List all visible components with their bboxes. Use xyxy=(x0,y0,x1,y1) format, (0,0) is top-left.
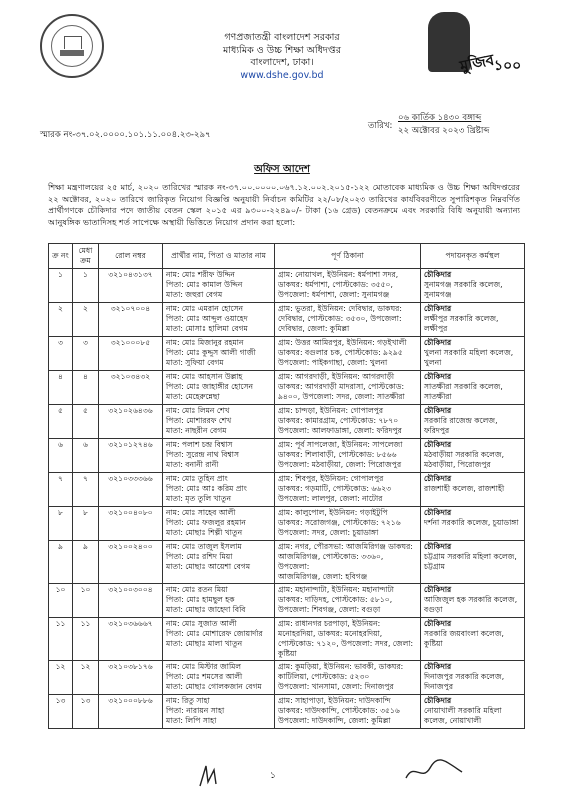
names-cell xyxy=(163,405,275,439)
name-line: মাতা: মৃত তুলি খাতুন xyxy=(166,494,231,503)
serial-cell: ১১ xyxy=(49,618,73,661)
date-label: তারিখ: xyxy=(368,121,393,131)
address-line: ডাকঘর: বগুলার চক, পোস্টকোড: ৯২৯৫ xyxy=(278,348,403,357)
name-line: নাম: মোঃ রতন মিয়া xyxy=(166,585,228,594)
memo-number: স্মারক নং-৩৭.০২.০০০০.১০১.১১.০০৪.২৩-২৯৭ xyxy=(40,130,211,140)
address-line: গ্রাম: শিবপুর, ইউনিয়ন: গোপালপুর xyxy=(278,474,384,483)
posting-cell xyxy=(421,269,525,303)
name-line: পিতা: মোঃ শমসের আলী xyxy=(166,672,243,681)
post-title: চৌকিদার xyxy=(424,619,452,628)
posting-cell xyxy=(421,541,525,584)
address-line: ডাকঘর: কামারগ্রাম, পোস্টকোড: ৭৮৭০ xyxy=(278,416,399,425)
name-line: মাতা: মোছাঃ মালা খাতুন xyxy=(166,639,243,648)
name-line: নাম: মোঃ শরীফ উদ্দিন xyxy=(166,270,235,279)
roll-cell: ৩২১০৭০০৪ xyxy=(99,303,163,337)
merit-cell: ৮ xyxy=(73,507,99,541)
posting-place: সরকারি জয়বাংলা কলেজ, কুষ্টিয়া xyxy=(424,629,504,648)
address-line: উপজেলা: দাউদকান্দি, জেলা: কুমিল্লা xyxy=(278,716,391,725)
post-title: চৌকিদার xyxy=(424,662,452,671)
serial-cell: ৯ xyxy=(49,541,73,584)
roll-cell: ৩২১০৩৩৩৬৬ xyxy=(99,473,163,507)
name-line: নাম: মোঃ সুজাত আলী xyxy=(166,619,237,628)
posting-place: সাতক্ষীরা সরকারি কলেজ, সাতক্ষীরা xyxy=(424,382,503,401)
roll-cell: ৩২১০১২৭৪৬ xyxy=(99,439,163,473)
address-line: ডাকঘর: আগরদাড়ী মাদরাসা, পোস্টকোড: xyxy=(278,382,405,391)
page-number: ১ xyxy=(270,771,276,781)
merit-cell: ১ xyxy=(73,269,99,303)
roll-cell: ৩২১০০২৪০০ xyxy=(99,541,163,584)
logo-number: ১০০ xyxy=(494,58,522,74)
name-line: মাতা: লিপি সাহা xyxy=(166,716,217,725)
merit-cell: ৬ xyxy=(73,439,99,473)
names-cell xyxy=(163,661,275,695)
post-title: চৌকিদার xyxy=(424,585,452,594)
table-row xyxy=(49,661,525,695)
roll-cell: ৩২১০৩৮১৭৬ xyxy=(99,661,163,695)
name-line: পিতা: সুরেন্দ্র নাথ বিশ্বাস xyxy=(166,450,240,459)
name-line: মাতা: মেহেরুন্নেছা xyxy=(166,392,220,401)
address-line: ডাকঘর: দাউদকান্দি, পোস্টকোড: ৩৫১৬ xyxy=(278,706,400,715)
roll-cell: ৩২১০০০৮৫ xyxy=(99,337,163,371)
table-row xyxy=(49,507,525,541)
posting-cell xyxy=(421,405,525,439)
address-cell xyxy=(275,371,421,405)
table-row xyxy=(49,695,525,729)
address-line: ডাকঘর: গড়মাটি, পোস্টকোড: ৬৬২৩ xyxy=(278,484,392,493)
serial-cell: ৭ xyxy=(49,473,73,507)
address-line: ডাকঘর: শিলাবাড়ী, পোস্টকোড: ৮৫৬৬ xyxy=(278,450,397,459)
name-line: মাতা: নাছরীন বেগম xyxy=(166,426,227,435)
address-line: ডাকঘর: সরোজগঞ্জ, পোস্টকোড: ৭২১৬ xyxy=(278,518,401,527)
table-row xyxy=(49,439,525,473)
roll-cell: ৩২১০২৬৪৩৬ xyxy=(99,405,163,439)
name-line: নাম: মোঃ আহসান উল্লাহ xyxy=(166,372,243,381)
address-cell xyxy=(275,337,421,371)
address-cell xyxy=(275,584,421,618)
serial-cell: ১৩ xyxy=(49,695,73,729)
address-line: দেবিদ্বার, জেলা: কুমিল্লা xyxy=(278,324,350,333)
name-line: পিতা: নারায়ন সাহা xyxy=(166,706,225,715)
signature-2 xyxy=(404,758,464,784)
address-cell xyxy=(275,473,421,507)
names-cell xyxy=(163,303,275,337)
post-title: চৌকিদার xyxy=(424,372,452,381)
posting-cell xyxy=(421,473,525,507)
name-line: মাতা: বনানী রানী xyxy=(166,460,219,469)
appointment-table xyxy=(48,243,525,729)
table-row xyxy=(49,618,525,661)
serial-cell: ৪ xyxy=(49,371,73,405)
address-line: গ্রাম: চান্দড়া, ইউনিয়ন: গোপালপুর xyxy=(278,406,384,415)
name-line: নাম: মোঃ তাজুল ইসলাম xyxy=(166,542,242,551)
names-cell xyxy=(163,473,275,507)
address-line: উপজেলা: আলফাডাঙ্গা, জেলা: ফরিদপুর xyxy=(278,426,402,435)
date-bangla: ০৬ কার্তিক ১৪৩০ বঙ্গাব্দ xyxy=(398,113,482,123)
roll-cell: ৩২১০৩৬৬৬৭ xyxy=(99,618,163,661)
posting-cell xyxy=(421,618,525,661)
address-cell xyxy=(275,405,421,439)
post-title: চৌকিদার xyxy=(424,406,452,415)
merit-cell: ৫ xyxy=(73,405,99,439)
table-row xyxy=(49,337,525,371)
name-line: মাতা: মোছাঃ আয়েশা বেগম xyxy=(166,562,251,571)
logo-word: মুজিব xyxy=(458,50,496,76)
address-line: গ্রাম: মহানান্দাটা, ইউনিয়ন: মহানান্দাটা xyxy=(278,585,395,594)
address-line: গ্রাম: উত্তর আমিরপুর, ইউনিয়ন: গড়ইখালী xyxy=(278,338,407,347)
posting-place: নোয়াখালী সরকারি মহিলা কলেজ, নোয়াখালী xyxy=(424,706,502,725)
address-line: উপজেলা: পাইকগাছা, জেলা: খুলনা xyxy=(278,358,388,367)
name-line: নাম: মোঃ মিজানুর রহমান xyxy=(166,338,244,347)
names-cell xyxy=(163,695,275,729)
roll-cell: ৩২১০৩৪৩২ xyxy=(99,371,163,405)
posting-place: দিনাজপুর সরকারি কলেজ, দিনাজপুর xyxy=(424,672,505,691)
address-line: গ্রাম: পূর্ব সাপলেজা, ইউনিয়ন: সাপলেজা xyxy=(278,440,403,449)
col-names: প্রার্থীর নাম, পিতা ও মাতার নাম xyxy=(163,244,275,269)
address-line: আজমিরিগঞ্জ, পোস্টকোড: ৩৩৬০, উপজেলা: xyxy=(278,552,384,571)
name-line: নাম: রিতু সাহা xyxy=(166,696,210,705)
names-cell xyxy=(163,507,275,541)
merit-cell: ৩ xyxy=(73,337,99,371)
names-cell xyxy=(163,269,275,303)
address-line: গ্রাম: রাধানগর চরপাড়া, ইউনিয়ন: xyxy=(278,619,381,628)
names-cell xyxy=(163,584,275,618)
serial-cell: ৫ xyxy=(49,405,73,439)
name-line: পিতা: মোঃ ফজলুর রহমান xyxy=(166,518,246,527)
address-line: ডাকঘর: দাড়িদহ, পোস্টকোড: ৫৮১০, xyxy=(278,595,393,604)
merit-cell: ২ xyxy=(73,303,99,337)
address-line: গ্রাম: কুমড়িয়া, ইউনিয়ন: ভাবকী, ডাকঘর: xyxy=(278,662,404,671)
posting-cell xyxy=(421,337,525,371)
table-header-row xyxy=(49,244,525,269)
posting-place: দর্শনা সরকারি কলেজ, চুয়াডাঙ্গা xyxy=(424,518,519,527)
address-cell xyxy=(275,303,421,337)
address-line: আজমিরিগঞ্জ, জেলা: হবিগঞ্জ xyxy=(278,572,368,581)
signature-1 xyxy=(196,762,220,790)
address-line: গ্রাম: ভুতরা, ইউনিয়ন: দেবিদ্বার, ডাকঘর: xyxy=(278,304,402,313)
names-cell xyxy=(163,439,275,473)
name-line: পিতা: মোঃ রশিদ মিয়া xyxy=(166,552,233,561)
names-cell xyxy=(163,541,275,584)
name-line: নাম: পলাশ চন্দ্র বিশ্বাস xyxy=(166,440,233,449)
merit-cell: ১২ xyxy=(73,661,99,695)
address-line: কাটিলিয়া, পোস্টকোড: ৫২৩০ xyxy=(278,672,370,681)
address-line: গ্রাম: কালুপোল, ইউনিয়ন: গড়াইটুপি xyxy=(278,508,388,517)
header-line-3: বাংলাদেশ, ঢাকা। xyxy=(250,57,314,68)
header-line-2: মাধ্যমিক ও উচ্চ শিক্ষা অধিদপ্তর xyxy=(223,44,341,56)
address-line: মনোহরদিয়া, ডাকঘর: মনোহরদিয়া, xyxy=(278,629,383,638)
roll-cell: ৩২১০০৪০৮০ xyxy=(99,507,163,541)
name-line: নাম: মোঃ লিমন শেখ xyxy=(166,406,230,415)
posting-place: সুনামগঞ্জ সরকারি কলেজ, সুনামগঞ্জ xyxy=(424,280,503,299)
post-title: চৌকিদার xyxy=(424,440,452,449)
name-line: নাম: মোঃ মিস্টার জামিল xyxy=(166,662,242,671)
name-line: পিতা: মোঃ জাহাঙ্গীর হোসেন xyxy=(166,382,254,391)
address-line: উপজেলা: শিবগঞ্জ, জেলা: বগুড়া xyxy=(278,605,381,614)
name-line: পিতা: মোঃ আব্দুল ওয়াহেদ xyxy=(166,314,248,323)
name-line: মাতা: মোছাঃ জাহেদা বিবি xyxy=(166,605,246,614)
merit-cell: ১০ xyxy=(73,584,99,618)
post-title: চৌকিদার xyxy=(424,542,452,551)
merit-cell: ১৩ xyxy=(73,695,99,729)
merit-cell: ১১ xyxy=(73,618,99,661)
table-row xyxy=(49,303,525,337)
serial-cell: ১ xyxy=(49,269,73,303)
name-line: পিতা: মোঃ কামাল উদ্দিন xyxy=(166,280,243,289)
roll-cell: ৩২১০৪৩১৩৭ xyxy=(99,269,163,303)
posting-place: আজিজুল হক সরকারি কলেজ, বগুড়া xyxy=(424,595,518,614)
address-cell xyxy=(275,695,421,729)
address-cell xyxy=(275,269,421,303)
document-title: অফিস আদেশ xyxy=(254,164,310,175)
name-line: পিতা: মোঃ আঃ করিম প্রাং xyxy=(166,484,247,493)
posting-cell xyxy=(421,661,525,695)
address-line: পোস্টকোড: ৭১২০, উপজেলা: সদর, জেলা: কুষ্টিয়া xyxy=(278,639,414,658)
table-row xyxy=(49,269,525,303)
post-title: চৌকিদার xyxy=(424,508,452,517)
posting-place: মঠবাড়ীয়া সরকারি কলেজ, মঠবাড়ীয়া, পিরোজপুর xyxy=(424,450,505,469)
post-title: চৌকিদার xyxy=(424,270,452,279)
col-posting: পদায়নকৃত কর্মস্থল xyxy=(421,244,525,269)
table-row xyxy=(49,405,525,439)
address-cell xyxy=(275,661,421,695)
name-line: পিতা: মোঃ মোশারেফ জোয়ার্দার xyxy=(166,629,263,638)
address-line: ডাকঘর: ধর্মপাশা, পোস্টকোড: ৩৫৫০, xyxy=(278,280,393,289)
roll-cell: ৩২১০০৩০০৪ xyxy=(99,584,163,618)
address-cell xyxy=(275,618,421,661)
names-cell xyxy=(163,618,275,661)
serial-cell: ১০ xyxy=(49,584,73,618)
address-line: ৯৪০০, উপজেলা: সদর, জেলা: সাতক্ষীরা xyxy=(278,392,405,401)
col-merit: মেধা ক্রম xyxy=(73,244,99,269)
address-line: গ্রাম: নগর, পৌরসভা: আজমিরিগঞ্জ ডাকঘর: xyxy=(278,542,413,551)
name-line: মাতা: জহুরা বেগম xyxy=(166,290,223,299)
address-line: গ্রাম: আগরদাড়ী, ইউনিয়ন: আগরদাড়ী xyxy=(278,372,395,381)
name-line: নাম: মোঃ সাহেব আলী xyxy=(166,508,236,517)
merit-cell: ৯ xyxy=(73,541,99,584)
address-cell xyxy=(275,541,421,584)
posting-place: লক্ষীপুর সরকারি কলেজ, লক্ষীপুর xyxy=(424,314,499,333)
name-line: মাতা: মোসাঃ হালিমা বেগম xyxy=(166,324,248,333)
post-title: চৌকিদার xyxy=(424,696,452,705)
address-cell xyxy=(275,507,421,541)
address-cell xyxy=(275,439,421,473)
serial-cell: ৬ xyxy=(49,439,73,473)
posting-cell xyxy=(421,584,525,618)
table-row xyxy=(49,584,525,618)
posting-cell xyxy=(421,439,525,473)
name-line: পিতা: মোশাররফ শেখ xyxy=(166,416,232,425)
name-line: নাম: মোঃ এমরান হোসেন xyxy=(166,304,244,313)
date-gregorian: ২২ অক্টোবর ২০২৩ খ্রিষ্টাব্দ xyxy=(398,126,490,136)
posting-cell xyxy=(421,695,525,729)
name-line: পিতা: মোঃ হামছুল হক xyxy=(166,595,235,604)
names-cell xyxy=(163,337,275,371)
col-address: পূর্ণ ঠিকানা xyxy=(275,244,421,269)
name-line: নাম: মোঃ তুহিন প্রাং xyxy=(166,474,228,483)
serial-cell: ১২ xyxy=(49,661,73,695)
table-row xyxy=(49,371,525,405)
table-row xyxy=(49,541,525,584)
serial-cell: ৩ xyxy=(49,337,73,371)
posting-cell xyxy=(421,371,525,405)
header-line-1: গণপ্রজাতন্ত্রী বাংলাদেশ সরকার xyxy=(224,32,340,43)
posting-place: খুলনা সরকারি মহিলা কলেজ, খুলনা xyxy=(424,348,514,367)
body-paragraph: শিক্ষা মন্ত্রণালয়ের ২৫ মার্চ, ২০২০ তারিখের স্মারক নং-৩৭.০০.০০০০.০৬৭.১২.০০২.২০১৫-১২২ মোতাবেক মাধ্যমিক ও উচ্চ শিক্ষা অধিদপ্তরের ২২ অক্টোবর, ২০২০ তারিখে জারিকৃত নিয়োগ বিজ্ঞপ্তি অনুযায়ী নির্বাচন কমিটির ২২/০৮/২০২৩ তারিখের কার্যবিবরণীতে সুপারিশকৃত নিম্নবর্ণিত প্রার্থীগণকে চৌকিদার পদে জাতীয় বেতন স্কেল ২০১৫ এর ৯৩০০-২২৪৯০/- টাকা (১৬ গ্রেড) বেতনক্রমে এবং সরকারি বিধি অনুযায়ী অন্যান্য আনুষঙ্গিক ভাতাদিসহ শর্ত সাপেক্ষে অস্থায়ী ভিত্তিতে নিয়োগ প্রদান করা হলো: xyxy=(48,182,520,227)
name-line: পিতা: মোঃ কুদ্দুস আলী গাজী xyxy=(166,348,256,357)
address-line: গ্রাম: সাহাপাড়া, ইউনিয়ন: দাউদকান্দি xyxy=(278,696,391,705)
letterhead xyxy=(0,32,564,82)
name-line: মাতা: মোছাঃ গোলকজান বেগম xyxy=(166,682,262,691)
serial-cell: ৮ xyxy=(49,507,73,541)
post-title: চৌকিদার xyxy=(424,474,452,483)
post-title: চৌকিদার xyxy=(424,304,452,313)
posting-place: সরকারি রাজেন্দ্র কলেজ, ফরিদপুর xyxy=(424,416,498,435)
col-roll: রোল নম্বর xyxy=(99,244,163,269)
address-line: উপজেলা: সদর, জেলা: চুয়াডাঙ্গা xyxy=(278,528,379,537)
merit-cell: ৪ xyxy=(73,371,99,405)
posting-cell xyxy=(421,507,525,541)
roll-cell: ৩২১০০০৮৮৬ xyxy=(99,695,163,729)
address-line: উপজেলা: মঠবাড়ীয়া, জেলা: পিরোজপুর xyxy=(278,460,402,469)
table-row xyxy=(49,473,525,507)
header-url[interactable]: www.dshe.gov.bd xyxy=(240,69,324,81)
merit-cell: ৭ xyxy=(73,473,99,507)
name-line: মাতা: সুফিয়া বেগম xyxy=(166,358,224,367)
posting-place: চট্টগ্রাম সরকারি মহিলা কলেজ, চট্টগ্রাম xyxy=(424,552,517,571)
posting-place: রাজশাহী কলেজ, রাজশাহী xyxy=(424,484,505,493)
col-serial: ক্র নং xyxy=(49,244,73,269)
date-block xyxy=(368,112,490,138)
address-line: উপজেলা: খানসামা, জেলা: দিনাজপুর xyxy=(278,682,394,691)
posting-cell xyxy=(421,303,525,337)
names-cell xyxy=(163,371,275,405)
address-line: উপজেলা: ধর্মপাশা, জেলা: সুনামগঞ্জ xyxy=(278,290,390,299)
address-line: উপজেলা: লালপুর, জেলা: নাটোর xyxy=(278,494,383,503)
post-title: চৌকিদার xyxy=(424,338,452,347)
address-line: দেবিদ্বার, পোস্টকোড: ৩৫৩০, উপজেলা: xyxy=(278,314,402,323)
name-line: মাতা: মোছাঃ শিল্পী খাতুন xyxy=(166,528,243,537)
address-line: গ্রাম: নোয়াখল, ইউনিয়ন: ধর্মপাশা সদর, xyxy=(278,270,399,279)
serial-cell: ২ xyxy=(49,303,73,337)
